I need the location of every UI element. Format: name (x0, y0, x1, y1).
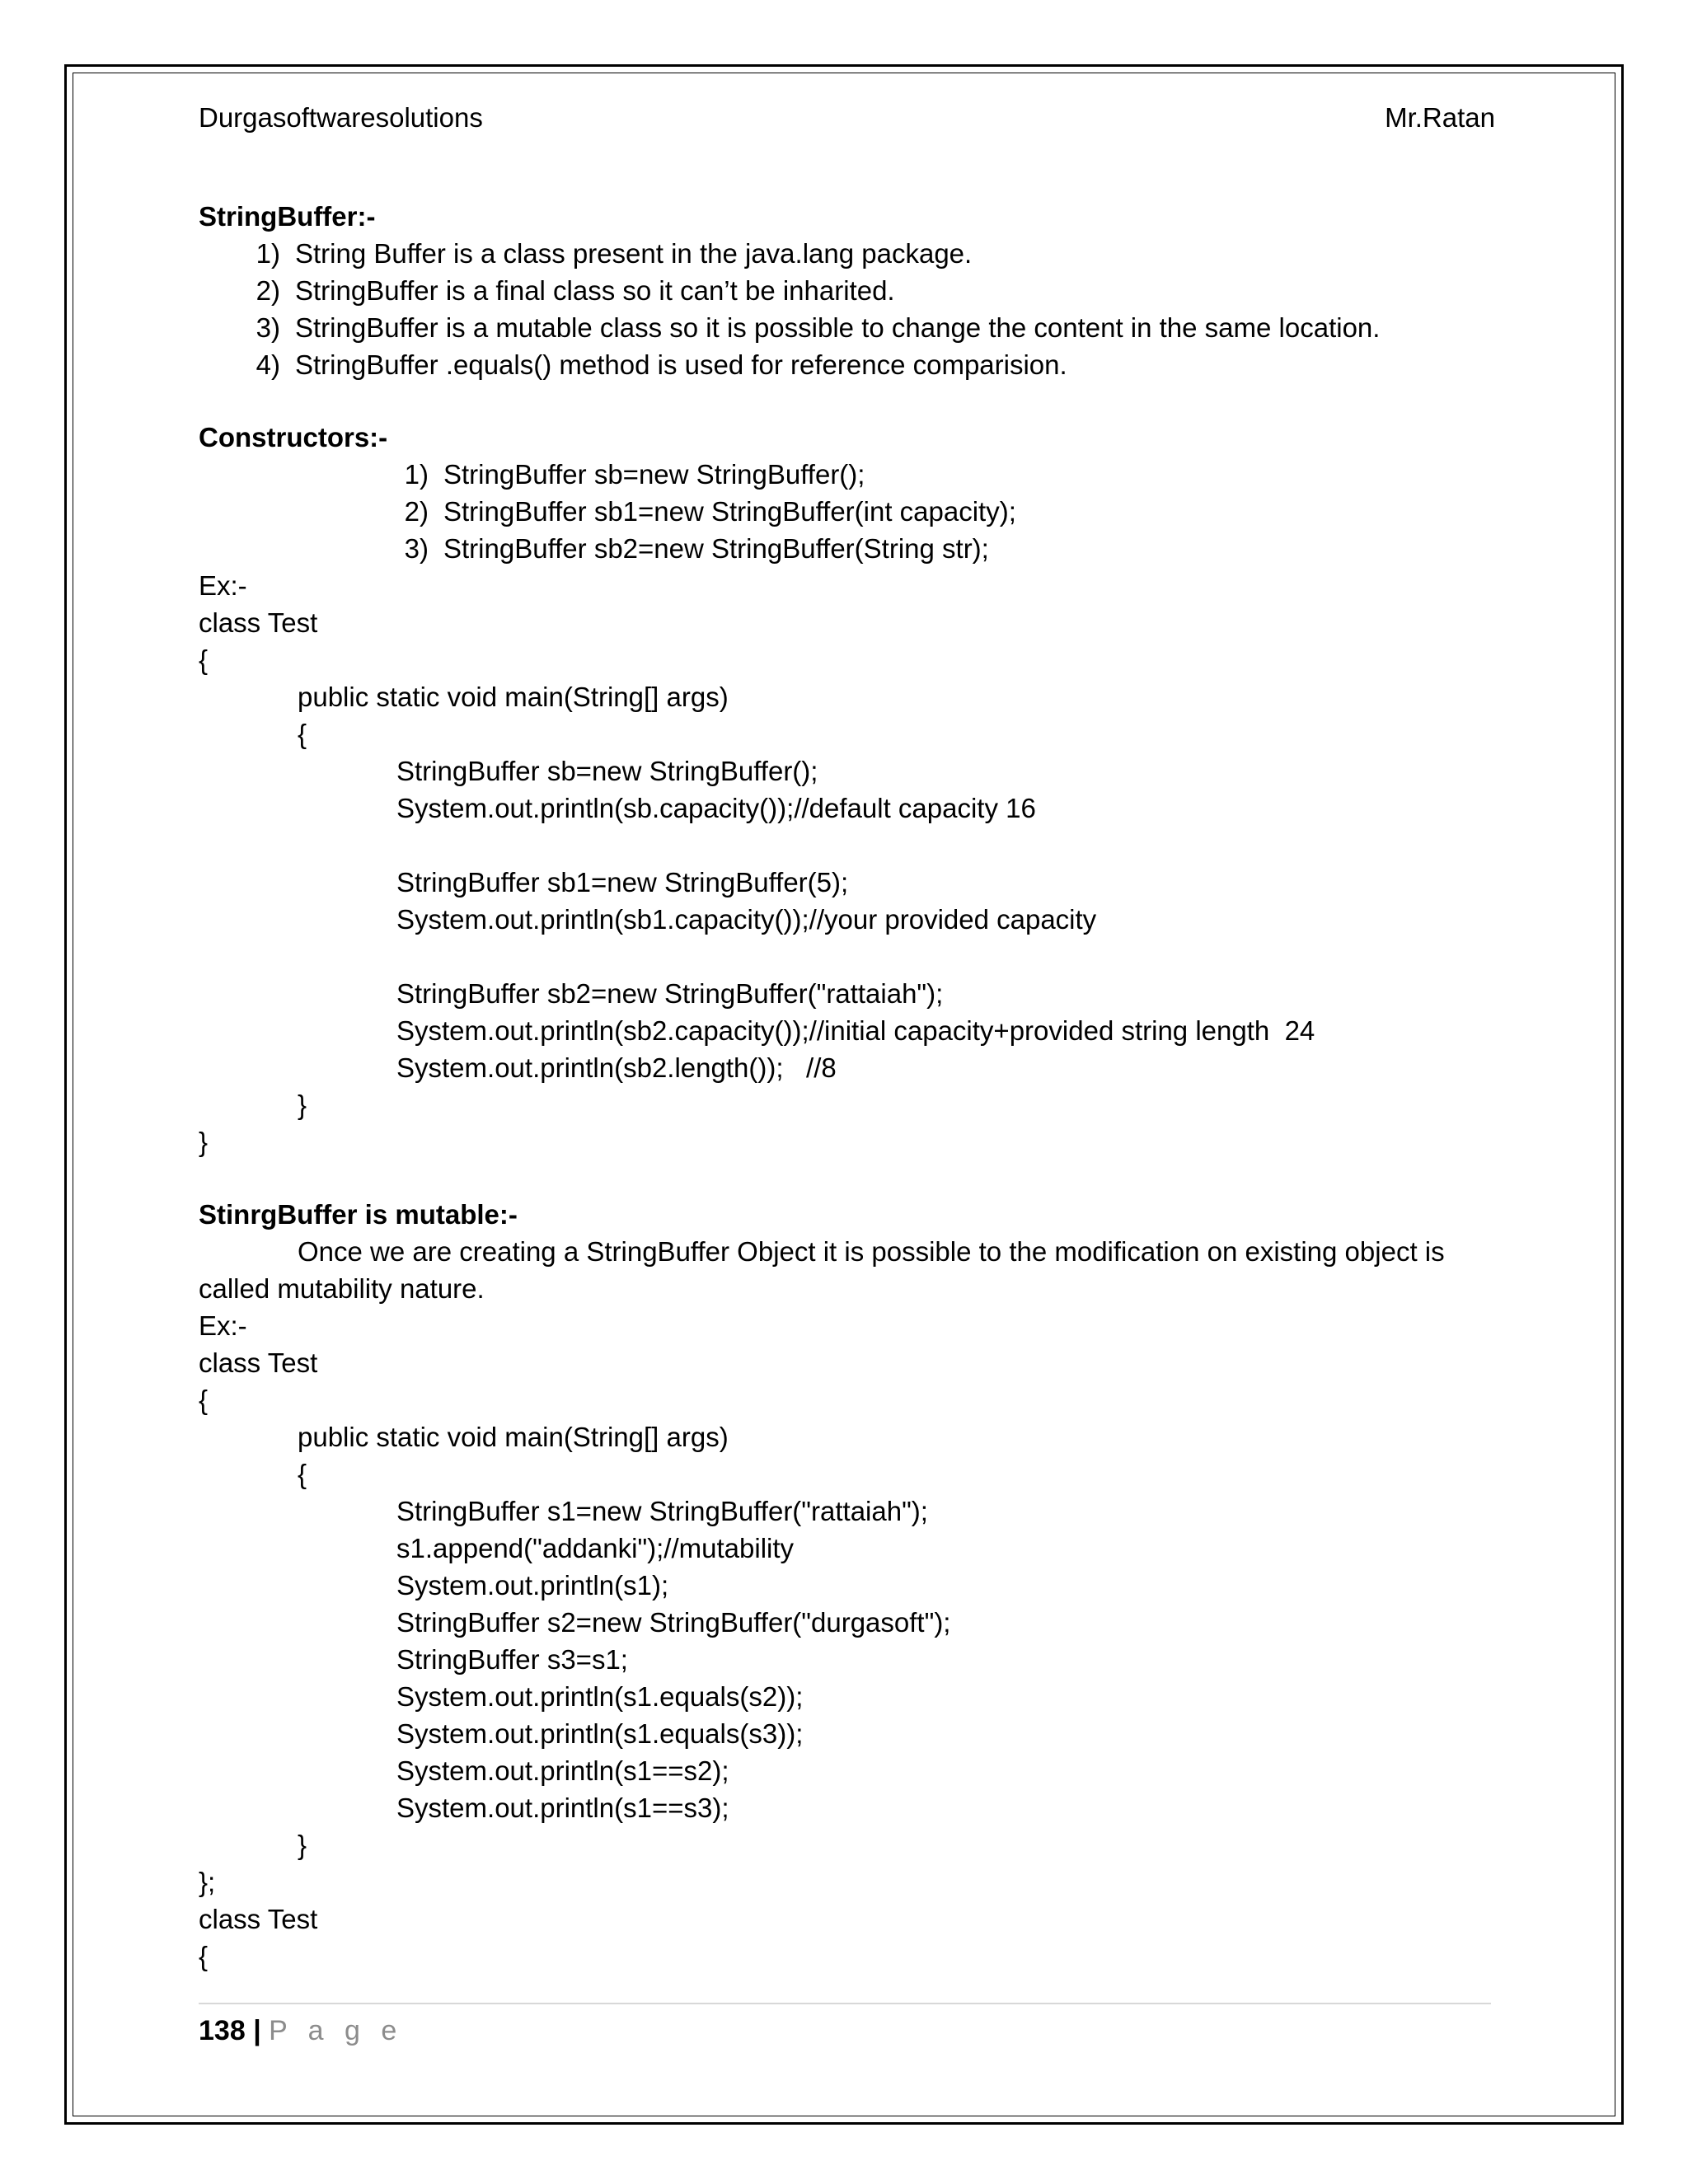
paragraph-line: called mutability nature. (199, 1273, 485, 1304)
code-line: System.out.println(s1==s3); (396, 1793, 729, 1823)
code-line: s1.append("addanki");//mutability (396, 1533, 795, 1563)
list-item (379, 530, 989, 567)
code-line: System.out.println(s1); (396, 1570, 669, 1601)
page-separator: | (253, 2015, 261, 2046)
section-title-constructors: Constructors:- (199, 422, 388, 452)
page-label: P a g e (269, 2015, 404, 2046)
code-line: System.out.println(sb1.capacity());//your provided capacity (396, 904, 1097, 935)
list-item (379, 456, 865, 493)
code-line: public static void main(String[] args) (298, 1422, 729, 1452)
code-line: { (199, 1385, 209, 1415)
code-line: System.out.println(sb.capacity());//default capacity 16 (396, 793, 1036, 823)
header-right: Mr.Ratan (1385, 102, 1495, 133)
code-line: System.out.println(sb2.capacity());//initial capacity+provided string length 24 (396, 1015, 1315, 1046)
list-text: String Buffer is a class present in the java.lang package. (295, 238, 973, 269)
list-number: 4) (256, 349, 280, 380)
code-line: class Test (199, 1347, 318, 1378)
list-number: 2) (404, 496, 429, 527)
example-label: Ex:- (199, 1310, 247, 1341)
code-line: } (298, 1830, 307, 1860)
code-line: StringBuffer s3=s1; (396, 1644, 628, 1675)
header-left: Durgasoftwaresolutions (199, 102, 483, 133)
list-item (231, 235, 972, 272)
list-text: StringBuffer sb1=new StringBuffer(int capacity); (443, 496, 1016, 527)
page-footer (199, 2013, 403, 2050)
code-line: StringBuffer sb=new StringBuffer(); (396, 756, 818, 786)
code-line: { (298, 719, 307, 749)
list-item (231, 272, 895, 309)
footer-divider (199, 2003, 1491, 2004)
section-title-stringbuffer: StringBuffer:- (199, 201, 376, 232)
list-item (231, 309, 1380, 346)
code-line: class Test (199, 1904, 318, 1934)
code-line: { (298, 1459, 307, 1489)
code-line: StringBuffer sb1=new StringBuffer(5); (396, 867, 849, 898)
code-line: }; (199, 1867, 216, 1897)
paragraph-line: Once we are creating a StringBuffer Object it is possible to the modification on existing object is (298, 1236, 1445, 1267)
section-title-mutable: StinrgBuffer is mutable:- (199, 1199, 518, 1230)
page-number: 138 (199, 2015, 246, 2046)
list-text: StringBuffer .equals() method is used for reference comparision. (295, 349, 1067, 380)
list-text: StringBuffer is a final class so it can’t be inharited. (295, 275, 895, 306)
code-line: public static void main(String[] args) (298, 682, 729, 712)
code-line: { (199, 644, 209, 675)
code-line: } (199, 1127, 209, 1157)
list-number: 3) (256, 312, 280, 343)
code-line: System.out.println(s1==s2); (396, 1755, 729, 1786)
code-line: StringBuffer s2=new StringBuffer("durgasoft"); (396, 1607, 951, 1638)
list-number: 2) (256, 275, 280, 306)
list-number: 1) (256, 238, 280, 269)
code-line: StringBuffer s1=new StringBuffer("rattaiah"); (396, 1496, 928, 1526)
code-line: StringBuffer sb2=new StringBuffer("rattaiah"); (396, 978, 944, 1009)
example-label: Ex:- (199, 570, 247, 601)
list-item (231, 346, 1067, 383)
code-line: System.out.println(sb2.length()); //8 (396, 1052, 837, 1083)
code-line: System.out.println(s1.equals(s2)); (396, 1681, 804, 1712)
list-text: StringBuffer is a mutable class so it is possible to change the content in the same location. (295, 312, 1381, 343)
code-line: System.out.println(s1.equals(s3)); (396, 1718, 804, 1749)
list-number: 3) (404, 533, 429, 564)
code-line: } (298, 1090, 307, 1120)
code-line: { (199, 1941, 209, 1971)
list-text: StringBuffer sb=new StringBuffer(); (443, 459, 865, 490)
list-number: 1) (404, 459, 429, 490)
list-item (379, 493, 1016, 530)
code-line: class Test (199, 607, 318, 638)
list-text: StringBuffer sb2=new StringBuffer(String str); (443, 533, 989, 564)
